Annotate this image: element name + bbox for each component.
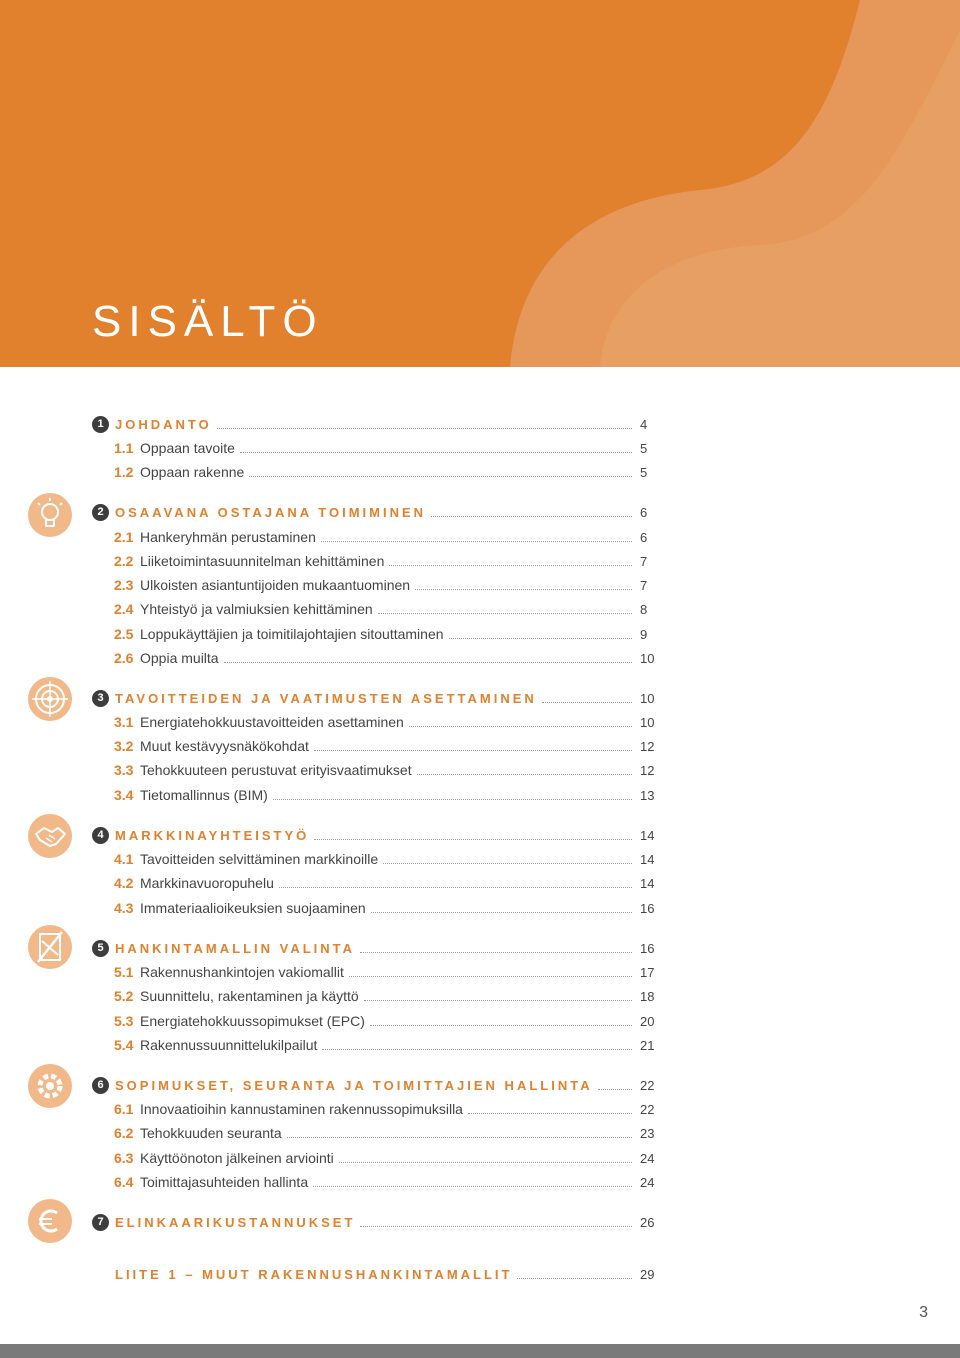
toc-chapter-2[interactable] [92, 501, 660, 523]
toc-page-number: 16 [640, 940, 655, 956]
chapter-number-badge: 4 [92, 827, 109, 844]
section-number: 1.2 [114, 464, 134, 480]
toc-page-number: 29 [640, 1266, 655, 1282]
toc-label: Oppaan tavoite [140, 440, 235, 456]
leader-dots [224, 662, 632, 663]
handshake-icon [28, 814, 72, 858]
leader-dots [415, 589, 632, 590]
toc-page-number: 20 [640, 1013, 655, 1029]
toc-section[interactable] [92, 1171, 660, 1193]
section-number: 6.3 [114, 1150, 134, 1166]
toc-section[interactable] [92, 897, 660, 919]
toc-page-number: 23 [640, 1125, 655, 1141]
toc-page-number: 24 [640, 1174, 655, 1190]
toc-label: LIITE 1 – MUUT RAKENNUSHANKINTAMALLIT [115, 1266, 513, 1282]
toc-chapter-5[interactable] [92, 937, 660, 959]
gear-icon [28, 1064, 72, 1108]
leader-dots [598, 1089, 632, 1090]
toc-label: MARKKINAYHTEISTYÖ [115, 827, 310, 843]
toc-label: Energiatehokkuussopimukset (EPC) [140, 1013, 365, 1029]
section-number: 5.4 [114, 1037, 134, 1053]
toc-label: Tehokkuuteen perustuvat erityisvaatimukset [140, 762, 412, 778]
toc-section[interactable] [92, 550, 660, 572]
chapter-number-badge: 3 [92, 690, 109, 707]
toc-label: Markkinavuoropuhelu [140, 875, 274, 891]
footer-bar [0, 1344, 960, 1358]
section-number: 2.5 [114, 626, 134, 642]
section-number: 3.2 [114, 738, 134, 754]
leader-dots [314, 750, 632, 751]
toc-label: ELINKAARIKUSTANNUKSET [115, 1214, 356, 1230]
toc-label: SOPIMUKSET, SEURANTA JA TOIMITTAJIEN HALLINTA [115, 1077, 593, 1093]
page-number: 3 [919, 1304, 928, 1321]
toc-label: Rakennussuunnittelukilpailut [140, 1037, 318, 1053]
toc-appendix-1[interactable] [92, 1263, 660, 1285]
toc-label: Tehokkuuden seuranta [140, 1125, 282, 1141]
toc-page-number: 18 [640, 988, 655, 1004]
toc-label: TAVOITTEIDEN JA VAATIMUSTEN ASETTAMINEN [115, 690, 537, 706]
leader-dots [349, 976, 632, 977]
leader-dots [371, 912, 632, 913]
toc-label: OSAAVANA OSTAJANA TOIMIMINEN [115, 504, 427, 520]
leader-dots [431, 516, 632, 517]
leader-dots [468, 1113, 632, 1114]
toc-section[interactable] [92, 784, 660, 806]
section-number: 3.1 [114, 714, 134, 730]
leader-dots [378, 613, 632, 614]
toc-label: Immateriaalioikeuksien suojaaminen [140, 900, 366, 916]
toc-label: HANKINTAMALLIN VALINTA [115, 940, 356, 956]
leader-dots [240, 452, 632, 453]
toc-label: Ulkoisten asiantuntijoiden mukaantuominen [140, 577, 411, 593]
leader-dots [360, 1226, 632, 1227]
toc-page-number: 16 [640, 900, 655, 916]
chapter-number-badge: 7 [92, 1214, 109, 1231]
toc-label: Rakennushankintojen vakiomallit [140, 964, 344, 980]
toc-label: Innovaatioihin kannustaminen rakennussopimuksilla [140, 1101, 463, 1117]
toc-section[interactable] [92, 437, 660, 459]
section-number: 6.4 [114, 1174, 134, 1190]
chapter-number-badge: 5 [92, 940, 109, 957]
leader-dots [542, 702, 632, 703]
leader-dots [339, 1162, 632, 1163]
euro-icon [28, 1199, 72, 1243]
leader-dots [313, 1186, 632, 1187]
leader-dots [287, 1137, 632, 1138]
section-number: 1.1 [114, 440, 134, 456]
section-number: 3.4 [114, 787, 134, 803]
section-number: 2.6 [114, 650, 134, 666]
section-number: 5.3 [114, 1013, 134, 1029]
toc-page-number: 10 [640, 690, 655, 706]
toc-page-number: 21 [640, 1037, 655, 1053]
toc-section[interactable] [92, 985, 660, 1007]
chapter-number-badge: 2 [92, 504, 109, 521]
leader-dots [279, 887, 632, 888]
toc-page-number: 24 [640, 1150, 655, 1166]
toc-section[interactable] [92, 711, 660, 733]
toc-label: JOHDANTO [115, 416, 212, 432]
toc-section[interactable] [92, 961, 660, 983]
toc-chapter-4[interactable] [92, 824, 660, 846]
toc-label: Toimittajasuhteiden hallinta [140, 1174, 309, 1190]
leader-dots [273, 799, 632, 800]
toc-page-number: 4 [640, 416, 648, 432]
leader-dots [364, 1000, 632, 1001]
toc-page-number: 14 [640, 875, 655, 891]
toc-label: Tavoitteiden selvittäminen markkinoille [140, 851, 379, 867]
leader-dots [449, 638, 632, 639]
toc-page-number: 6 [640, 529, 648, 545]
toc-page-number: 7 [640, 577, 648, 593]
toc-section[interactable] [92, 526, 660, 548]
toc-label: Käyttöönoton jälkeinen arviointi [140, 1150, 334, 1166]
toc-page-number: 14 [640, 851, 655, 867]
contract-icon [28, 925, 72, 969]
toc-section[interactable] [92, 872, 660, 894]
target-icon [28, 677, 72, 721]
section-number: 6.1 [114, 1101, 134, 1117]
leader-dots [517, 1278, 632, 1279]
toc-page-number: 22 [640, 1101, 655, 1117]
toc-chapter-3[interactable] [92, 687, 660, 709]
leader-dots [383, 863, 632, 864]
toc-chapter-1[interactable] [92, 413, 660, 435]
toc-section[interactable] [92, 598, 660, 620]
toc-label: Oppia muilta [140, 650, 219, 666]
section-number: 3.3 [114, 762, 134, 778]
toc-page-number: 12 [640, 738, 655, 754]
toc-section[interactable] [92, 848, 660, 870]
toc-label: Suunnittelu, rakentaminen ja käyttö [140, 988, 359, 1004]
toc-page-number: 22 [640, 1077, 655, 1093]
toc-label: Hankeryhmän perustaminen [140, 529, 316, 545]
toc-page-number: 10 [640, 650, 655, 666]
leader-dots [409, 726, 632, 727]
header-banner [0, 0, 960, 367]
section-number: 4.2 [114, 875, 134, 891]
section-number: 2.1 [114, 529, 134, 545]
page-title: SISÄLTÖ [92, 297, 324, 346]
chapter-number-badge: 1 [92, 416, 109, 433]
lightbulb-icon [28, 493, 72, 537]
chapter-number-badge: 6 [92, 1077, 109, 1094]
toc-page-number: 7 [640, 553, 648, 569]
section-number: 2.2 [114, 553, 134, 569]
leader-dots [249, 476, 632, 477]
toc-section[interactable] [92, 1034, 660, 1056]
leader-dots [417, 774, 632, 775]
leader-dots [322, 1049, 632, 1050]
toc-page-number: 14 [640, 827, 655, 843]
toc-section[interactable] [92, 735, 660, 757]
toc-section[interactable] [92, 647, 660, 669]
toc-section[interactable] [92, 1010, 660, 1032]
toc-label: Energiatehokkuustavoitteiden asettaminen [140, 714, 404, 730]
toc-chapter-6[interactable] [92, 1074, 660, 1096]
toc-page-number: 26 [640, 1214, 655, 1230]
toc-label: Loppukäyttäjien ja toimitilajohtajien sitouttaminen [140, 626, 444, 642]
section-number: 2.3 [114, 577, 134, 593]
leader-dots [314, 839, 632, 840]
section-number: 2.4 [114, 601, 134, 617]
section-number: 4.1 [114, 851, 134, 867]
toc-section[interactable] [92, 1098, 660, 1120]
toc-page-number: 12 [640, 762, 655, 778]
section-number: 6.2 [114, 1125, 134, 1141]
leader-dots [370, 1025, 632, 1026]
leader-dots [360, 952, 632, 953]
leader-dots [389, 565, 632, 566]
toc-page-number: 9 [640, 626, 648, 642]
toc-page-number: 5 [640, 464, 648, 480]
toc-label: Tietomallinnus (BIM) [140, 787, 268, 803]
toc-page-number: 13 [640, 787, 655, 803]
toc-section[interactable] [92, 1147, 660, 1169]
toc-label: Yhteistyö ja valmiuksien kehittäminen [140, 601, 373, 617]
toc-section[interactable] [92, 461, 660, 483]
toc-page-number: 17 [640, 964, 655, 980]
toc-section[interactable] [92, 574, 660, 596]
section-number: 4.3 [114, 900, 134, 916]
toc-label: Liiketoimintasuunnitelman kehittäminen [140, 553, 385, 569]
toc-page-number: 6 [640, 504, 648, 520]
section-number: 5.2 [114, 988, 134, 1004]
toc-label: Oppaan rakenne [140, 464, 245, 480]
leader-dots [321, 541, 632, 542]
leader-dots [217, 428, 632, 429]
toc-page-number: 5 [640, 440, 648, 456]
toc-section[interactable] [92, 1122, 660, 1144]
toc-label: Muut kestävyysnäkökohdat [140, 738, 309, 754]
toc-section[interactable] [92, 623, 660, 645]
section-number: 5.1 [114, 964, 134, 980]
toc-section[interactable] [92, 759, 660, 781]
toc-chapter-7[interactable] [92, 1211, 660, 1233]
toc-page-number: 10 [640, 714, 655, 730]
toc-page-number: 8 [640, 601, 648, 617]
